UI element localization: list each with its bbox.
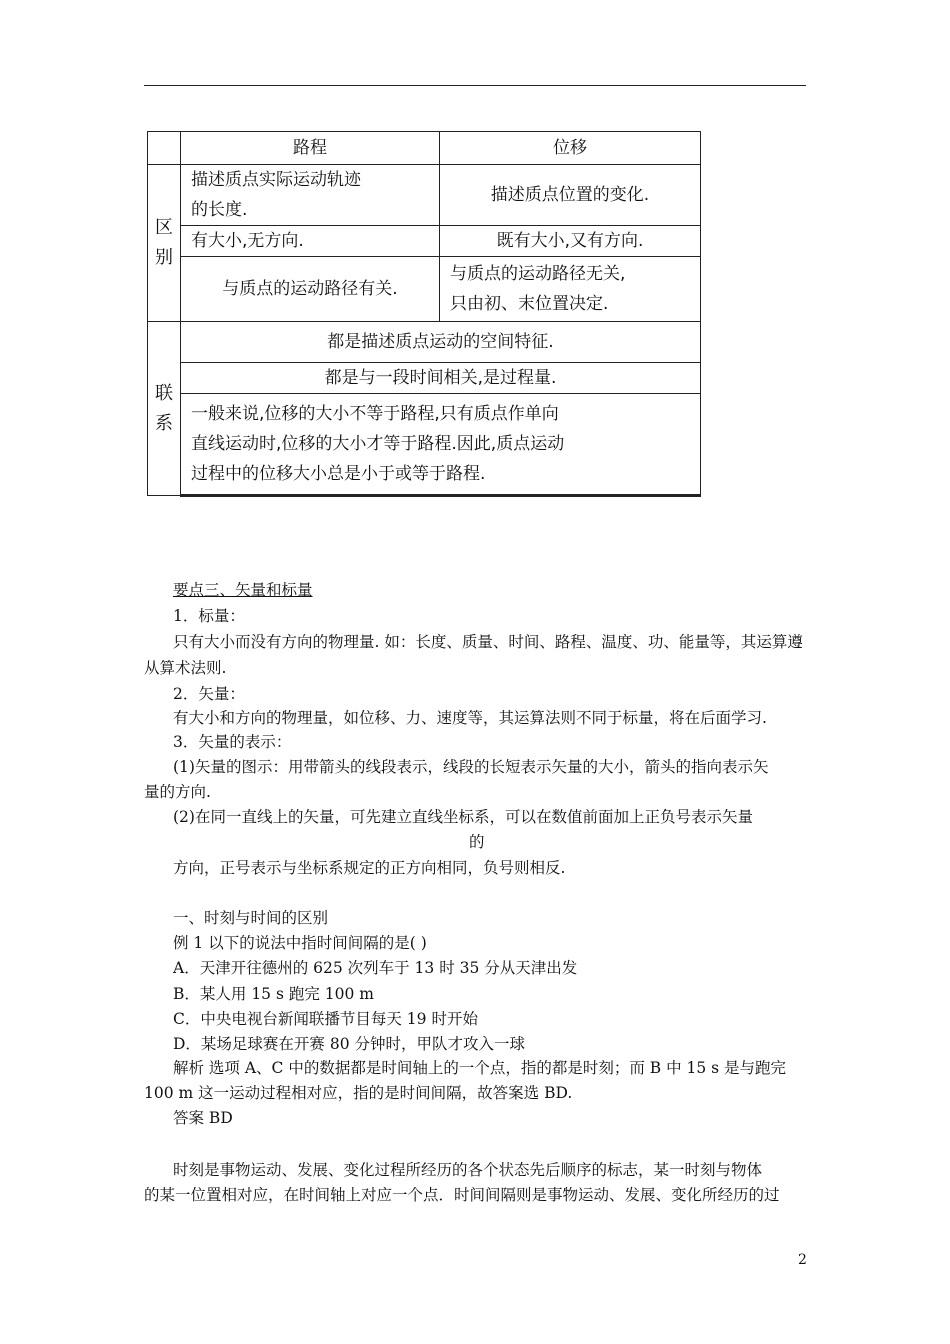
- table-cell-path-3: 与质点的运动路径有关.: [181, 257, 440, 322]
- row-label-difference-char-2: 别: [155, 247, 173, 268]
- row-label-connection-char-2: 系: [155, 412, 173, 434]
- cell-line: 直线运动时,位移的大小才等于路程.因此,质点运动: [191, 434, 565, 454]
- option-b: B．某人用 15 s 跑完 100 m: [173, 985, 374, 1003]
- analysis-line: 100 m 这一运动过程相对应，指的是时间间隔，故答案选 BD.: [144, 1084, 573, 1102]
- page-number: 2: [798, 1252, 807, 1268]
- example-question: 例 1 以下的说法中指时间间隔的是( ): [173, 934, 427, 952]
- cell-line: 一般来说,位移的大小不等于路程,只有质点作单向: [191, 404, 559, 424]
- table-cell-displacement-2: 既有大小,又有方向.: [440, 226, 701, 257]
- cell-line: 只由初、末位置决定.: [450, 294, 609, 314]
- item-heading: 2．矢量：: [173, 685, 245, 703]
- option-a: A．天津开往德州的 625 次列车于 13 时 35 分从天津出发: [173, 959, 578, 977]
- cell-line: 的长度.: [191, 200, 248, 220]
- paragraph-line: (1)矢量的图示：用带箭头的线段表示，线段的长短表示矢量的大小，箭头的指向表示矢: [173, 758, 769, 776]
- cell-line: 与质点的运动路径无关,: [450, 264, 626, 284]
- paragraph-line: (2)在同一直线上的矢量，可先建立直线坐标系，可以在数值前面加上正负号表示矢量: [173, 808, 753, 826]
- paragraph-line: 有大小和方向的物理量，如位移、力、速度等，其运算法则不同于标量，将在后面学习.: [173, 709, 767, 727]
- paragraph-line: 量的方向.: [144, 783, 211, 801]
- table-header-displacement: 位移: [440, 132, 701, 165]
- table-cell-link-2: 都是与一段时间相关,是过程量.: [181, 363, 701, 394]
- table-cell-path-2: 有大小,无方向.: [181, 226, 440, 257]
- cell-line: 过程中的位移大小总是小于或等于路程.: [191, 464, 486, 484]
- option-d: D．某场足球赛在开赛 80 分钟时，甲队才攻入一球: [173, 1035, 526, 1053]
- answer-line: 答案 BD: [173, 1109, 233, 1127]
- row-label-difference-char-1: 区: [155, 217, 173, 238]
- item-heading: 1．标量：: [173, 607, 245, 625]
- paragraph-line: 从算术法则.: [144, 659, 227, 677]
- paragraph-line: 的: [469, 833, 485, 851]
- table-cell-displacement-1: 描述质点位置的变化.: [440, 165, 701, 226]
- table-cell-link-1: 都是描述质点运动的空间特征.: [181, 322, 701, 363]
- table-header-path: 路程: [181, 132, 440, 165]
- row-label-connection-char-1: 联: [155, 382, 173, 404]
- part-title: 一、时刻与时间的区别: [173, 909, 329, 927]
- paragraph-line: 只有大小而没有方向的物理量. 如：长度、质量、时间、路程、温度、功、能量等，其运算遵: [173, 633, 803, 651]
- section-title: 要点三、矢量和标量: [173, 581, 313, 599]
- option-c: C．中央电视台新闻联播节目每天 19 时开始: [173, 1010, 478, 1028]
- paragraph-line: 时刻是事物运动、发展、变化过程所经历的各个状态先后顺序的标志，某一时刻与物体: [173, 1161, 763, 1179]
- item-heading: 3．矢量的表示：: [173, 733, 292, 751]
- analysis-line: 解析 选项 A、C 中的数据都是时间轴上的一个点，指的都是时刻；而 B 中 15 s 是与跑完: [173, 1059, 787, 1077]
- cell-line: 描述质点实际运动轨迹: [191, 170, 361, 190]
- paragraph-line: 方向，正号表示与坐标系规定的正方向相同，负号则相反.: [173, 859, 566, 877]
- paragraph-line: 的某一位置相对应，在时间轴上对应一个点．时间间隔则是事物运动、发展、变化所经历的过: [144, 1186, 780, 1204]
